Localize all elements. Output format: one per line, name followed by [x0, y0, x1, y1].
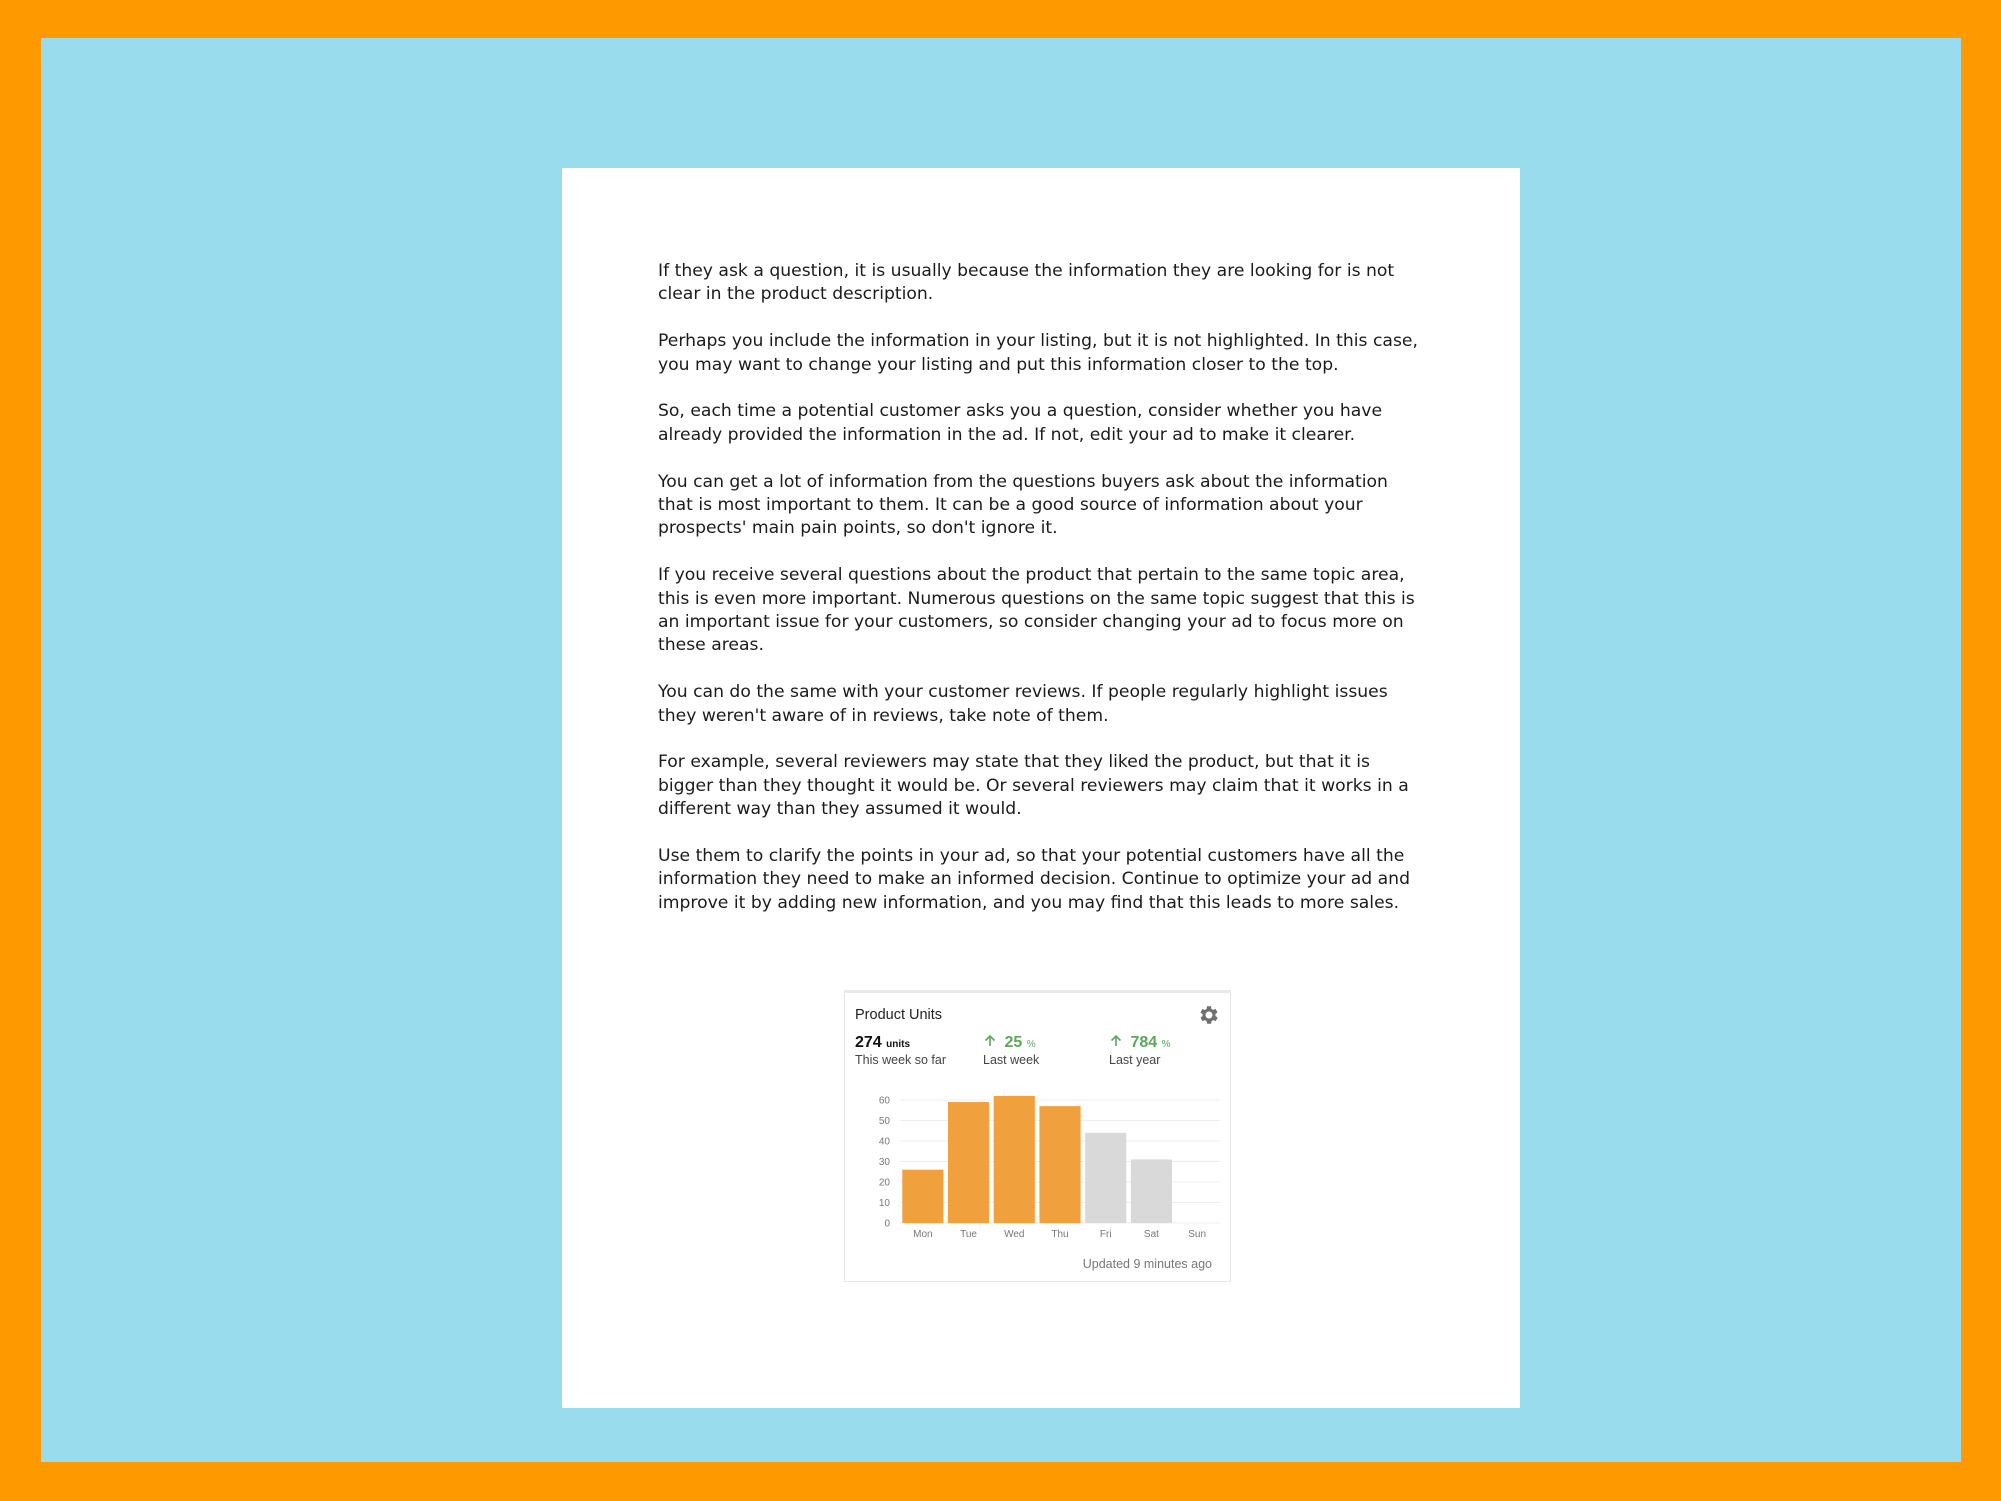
document-page [562, 168, 1520, 1408]
body-text [658, 260, 1418, 939]
paragraph: Perhaps you include the information in your listing, but it is not highlighted. In this case, you may want to change your listing and put this information closer to the top. [658, 331, 1418, 375]
y-tick-label: 50 [878, 1116, 890, 1127]
y-tick-label: 40 [878, 1136, 890, 1148]
arrow-up-icon [983, 1034, 997, 1048]
stat-this-week [855, 1034, 946, 1067]
stat-last-week [983, 1034, 1039, 1067]
bar-thu [1039, 1106, 1080, 1223]
gear-icon[interactable] [1196, 1003, 1220, 1027]
y-tick-label: 30 [878, 1157, 890, 1168]
bar-fri [1085, 1133, 1126, 1223]
bar-tue [948, 1102, 989, 1223]
bar-sat [1131, 1159, 1172, 1223]
product-units-widget [844, 990, 1231, 1282]
bar-mon [902, 1170, 943, 1223]
y-tick-label: 0 [884, 1218, 890, 1230]
stat-last-year [1109, 1034, 1171, 1067]
paragraph: You can get a lot of information from the questions buyers ask about the information that is most important to them. It can be a good source of information about your prospects' main pain points, so don't ignore it. [658, 471, 1388, 539]
widget-title: Product Units [855, 1007, 943, 1023]
week-value: 25 [1004, 1034, 1023, 1051]
units-bar-chart [845, 1088, 1230, 1248]
paragraph: So, each time a potential customer asks you a question, consider whether you have already provided the information in the ad. If not, edit your ad to make it clearer. [658, 401, 1383, 445]
bar-wed [994, 1096, 1035, 1223]
x-tick-label: Mon [913, 1229, 933, 1240]
x-tick-label: Thu [1051, 1229, 1069, 1240]
x-tick-label: Wed [1004, 1229, 1025, 1240]
y-tick-label: 60 [878, 1095, 890, 1107]
y-tick-label: 20 [878, 1177, 890, 1189]
units-sub: This week so far [855, 1053, 947, 1067]
paragraph: For example, several reviewers may state that they liked the product, but that it is bigger than they thought it would be. Or several reviewers may claim that it works in a different way than they assumed it would. [658, 752, 1409, 820]
x-tick-label: Sat [1143, 1229, 1159, 1240]
year-sub: Last year [1109, 1053, 1161, 1067]
arrow-up-icon [1109, 1034, 1123, 1048]
paragraph: If they ask a question, it is usually because the information they are looking for is not clear in the product description. [658, 261, 1395, 305]
background-panel [41, 38, 1961, 1462]
week-unit: % [1026, 1039, 1036, 1050]
x-tick-label: Tue [960, 1229, 978, 1240]
week-sub: Last week [983, 1053, 1040, 1067]
y-tick-label: 10 [878, 1198, 890, 1209]
paragraph: If you receive several questions about the product that pertain to the same topic area, this is even more important. Numerous questions on the same topic suggest that this is an important issue for your customers, so consider changing your ad to focus more on these areas. [658, 565, 1415, 656]
units-value: 274 [855, 1034, 882, 1051]
x-tick-label: Sun [1188, 1229, 1207, 1240]
paragraph: You can do the same with your customer reviews. If people regularly highlight issues they weren't aware of in reviews, take note of them. [658, 682, 1388, 726]
year-value: 784 [1130, 1034, 1158, 1051]
x-tick-label: Fri [1099, 1229, 1112, 1240]
year-unit: % [1161, 1039, 1171, 1050]
units-label: units [886, 1039, 911, 1050]
paragraph: Use them to clarify the points in your ad, so that your potential customers have all the information they need to make an informed decision. Continue to optimize your ad and improve it by adding new information, and you may find that this leads to more sales. [658, 846, 1410, 913]
updated-timestamp: Updated 9 minutes ago [1082, 1257, 1212, 1271]
